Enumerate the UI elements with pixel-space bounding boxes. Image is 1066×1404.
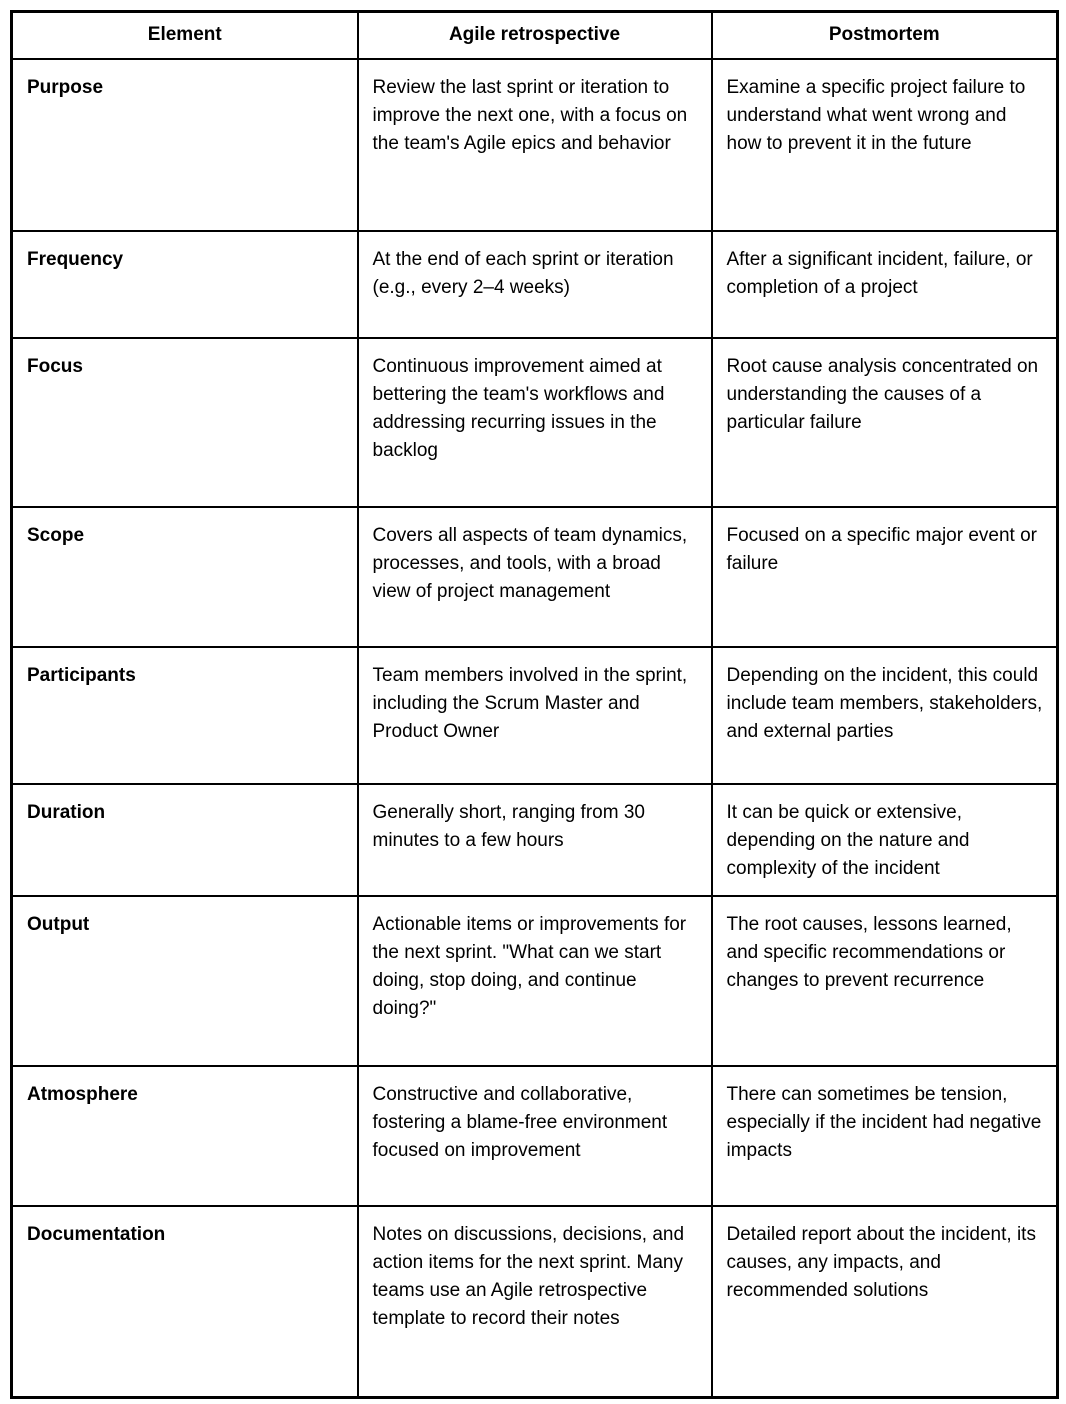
comparison-table bbox=[10, 10, 1059, 1399]
row-label-duration: Duration bbox=[12, 784, 358, 896]
row-label-output: Output bbox=[12, 896, 358, 1066]
participants-postmortem-cell: Depending on the incident, this could include team members, stakeholders, and external parties bbox=[712, 647, 1058, 784]
row-label-scope: Scope bbox=[12, 507, 358, 647]
row-label-participants: Participants bbox=[12, 647, 358, 784]
output-agile-cell: Actionable items or improvements for the next sprint. "What can we start doing, stop doing, and continue doing?" bbox=[358, 896, 712, 1066]
atmosphere-agile-cell: Constructive and collaborative, fostering a blame-free environment focused on improvement bbox=[358, 1066, 712, 1206]
table-row-documentation bbox=[12, 1206, 1058, 1398]
atmosphere-postmortem-cell: There can sometimes be tension, especially if the incident had negative impacts bbox=[712, 1066, 1058, 1206]
scope-postmortem-cell: Focused on a specific major event or failure bbox=[712, 507, 1058, 647]
focus-postmortem-cell: Root cause analysis concentrated on understanding the causes of a particular failure bbox=[712, 338, 1058, 507]
table-row-atmosphere bbox=[12, 1066, 1058, 1206]
scope-agile-cell: Covers all aspects of team dynamics, processes, and tools, with a broad view of project management bbox=[358, 507, 712, 647]
row-label-atmosphere: Atmosphere bbox=[12, 1066, 358, 1206]
row-label-frequency: Frequency bbox=[12, 231, 358, 338]
documentation-postmortem-cell: Detailed report about the incident, its causes, any impacts, and recommended solutions bbox=[712, 1206, 1058, 1398]
duration-postmortem-cell: It can be quick or extensive, depending on the nature and complexity of the incident bbox=[712, 784, 1058, 896]
focus-agile-cell: Continuous improvement aimed at bettering the team's workflows and addressing recurring issues in the backlog bbox=[358, 338, 712, 507]
documentation-agile-cell: Notes on discussions, decisions, and action items for the next sprint. Many teams use an Agile retrospective template to record their notes bbox=[358, 1206, 712, 1398]
table-header-row bbox=[12, 12, 1058, 59]
table-row-scope bbox=[12, 507, 1058, 647]
duration-agile-cell: Generally short, ranging from 30 minutes to a few hours bbox=[358, 784, 712, 896]
header-agile-retrospective: Agile retrospective bbox=[358, 12, 712, 59]
row-label-documentation: Documentation bbox=[12, 1206, 358, 1398]
frequency-postmortem-cell: After a significant incident, failure, or completion of a project bbox=[712, 231, 1058, 338]
table-row-purpose bbox=[12, 59, 1058, 231]
table-row-duration bbox=[12, 784, 1058, 896]
row-label-focus: Focus bbox=[12, 338, 358, 507]
purpose-postmortem-cell: Examine a specific project failure to understand what went wrong and how to prevent it in the future bbox=[712, 59, 1058, 231]
purpose-agile-cell: Review the last sprint or iteration to improve the next one, with a focus on the team's Agile epics and behavior bbox=[358, 59, 712, 231]
header-postmortem: Postmortem bbox=[712, 12, 1058, 59]
table-row-frequency bbox=[12, 231, 1058, 338]
table-row-output bbox=[12, 896, 1058, 1066]
frequency-agile-cell: At the end of each sprint or iteration (e.g., every 2–4 weeks) bbox=[358, 231, 712, 338]
output-postmortem-cell: The root causes, lessons learned, and specific recommendations or changes to prevent recurrence bbox=[712, 896, 1058, 1066]
participants-agile-cell: Team members involved in the sprint, including the Scrum Master and Product Owner bbox=[358, 647, 712, 784]
table-row-participants bbox=[12, 647, 1058, 784]
header-element: Element bbox=[12, 12, 358, 59]
row-label-purpose: Purpose bbox=[12, 59, 358, 231]
table-row-focus bbox=[12, 338, 1058, 507]
